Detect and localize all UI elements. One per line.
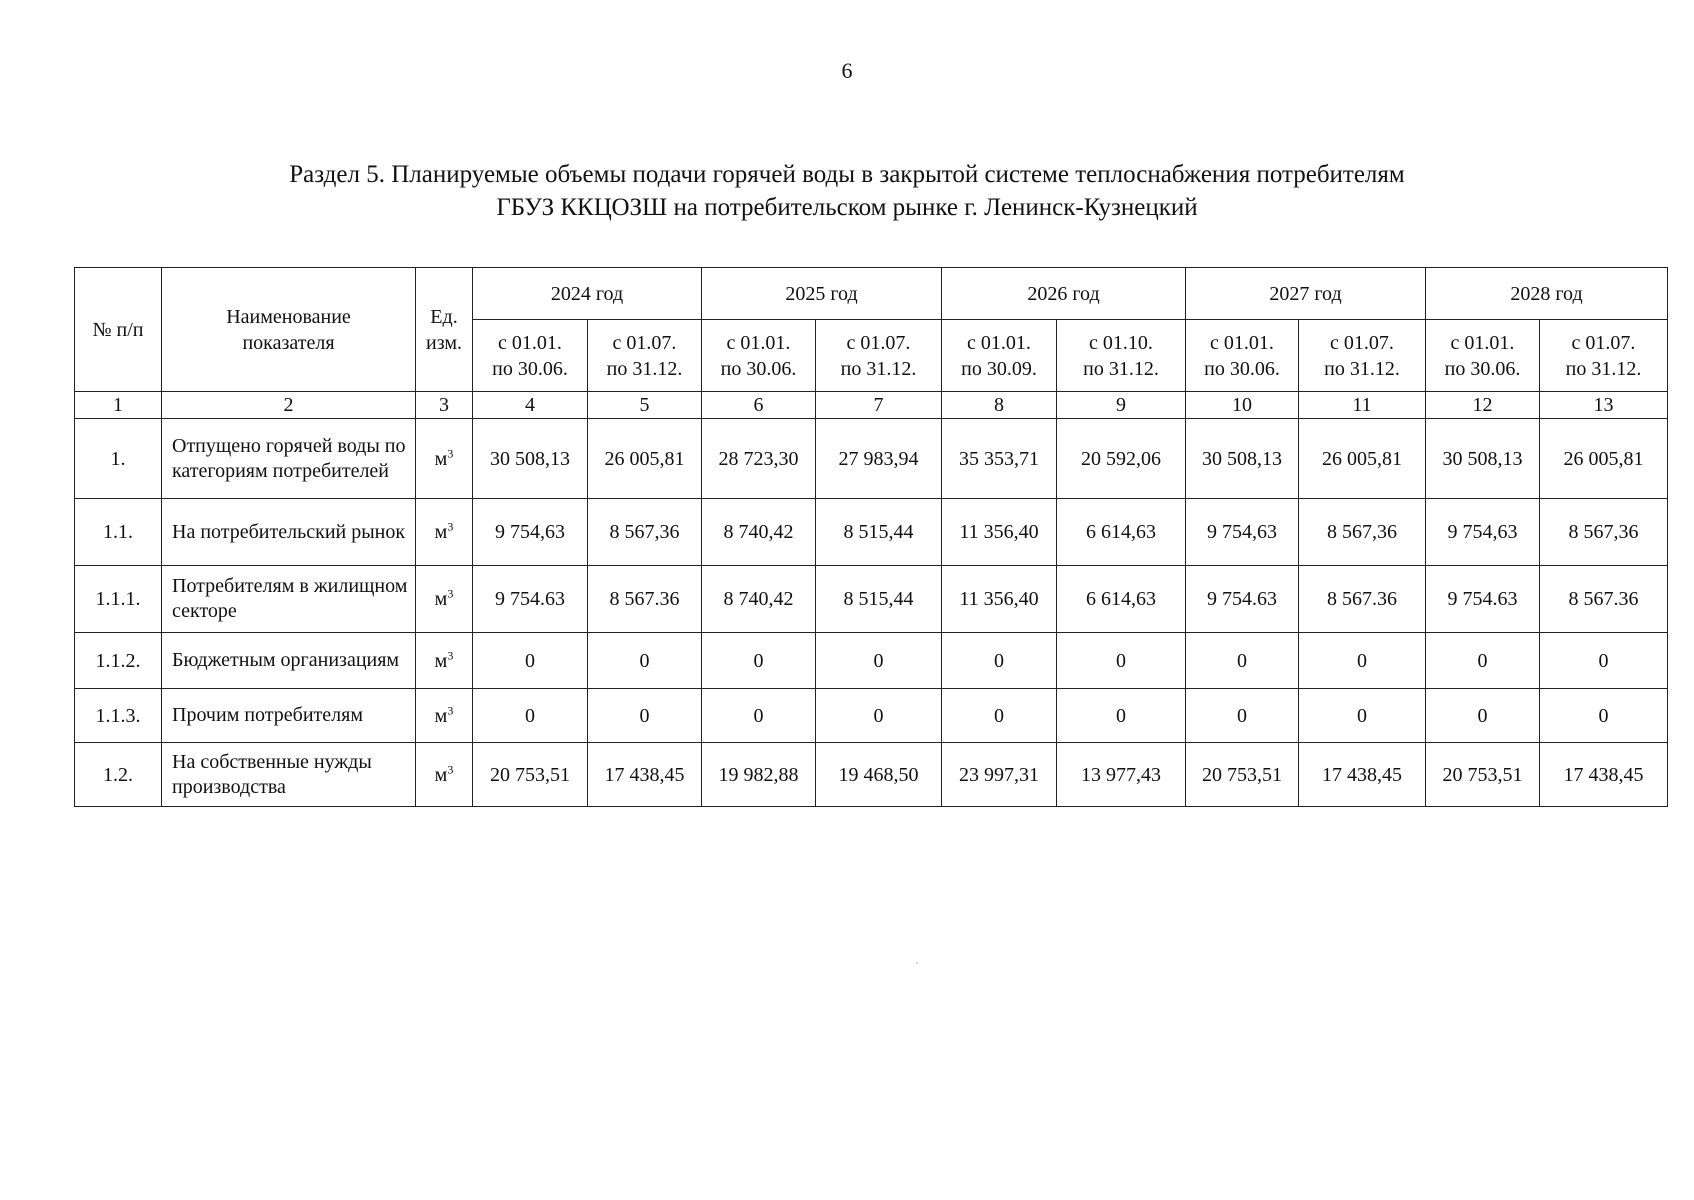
table-cell-value: 9 754,63: [1186, 499, 1299, 566]
table-cell-value: 27 983,94: [816, 419, 942, 499]
table-cell-value: 0: [816, 633, 942, 689]
table-cell-value: 17 438,45: [588, 743, 702, 807]
row-indicator-name: Прочим потребителям: [162, 689, 416, 743]
table-cell-value: 8 567.36: [1540, 566, 1668, 633]
table-cell-value: 30 508,13: [473, 419, 588, 499]
table-row: [75, 499, 1668, 566]
table-cell-value: 26 005,81: [1540, 419, 1668, 499]
header-unit-line-1: Ед.: [430, 305, 458, 328]
table-cell-value: 0: [1540, 633, 1668, 689]
period-to: по 31.12.: [1324, 357, 1400, 380]
table-cell-value: 8 515,44: [816, 499, 942, 566]
period-from: с 01.07.: [1330, 331, 1394, 354]
header-period: [942, 320, 1057, 392]
table-cell-value: 0: [942, 689, 1057, 743]
row-unit: [416, 633, 473, 689]
period-to: по 31.12.: [1083, 357, 1159, 380]
header-period: [588, 320, 702, 392]
scan-speck: [916, 962, 918, 964]
period-from: с 01.10.: [1089, 331, 1153, 354]
header-year-2024: 2024 год: [473, 268, 702, 320]
table-cell-value: 35 353,71: [942, 419, 1057, 499]
row-number: 1.1.1.: [75, 566, 162, 633]
table-cell-value: 28 723,30: [702, 419, 816, 499]
table-cell-value: 8 515,44: [816, 566, 942, 633]
unit-exponent: 3: [447, 445, 454, 460]
header-year-2025: 2025 год: [702, 268, 942, 320]
header-name: Наименование показателя: [162, 268, 416, 392]
header-num: № п/п: [75, 268, 162, 392]
unit-exponent: 3: [447, 647, 454, 662]
section-title-line-1: Раздел 5. Планируемые объемы подачи горячей воды в закрытой системе теплоснабжения потребителям: [289, 161, 1405, 188]
table-cell-value: 8 567.36: [588, 566, 702, 633]
column-number: 7: [816, 392, 942, 419]
row-number: 1.: [75, 419, 162, 499]
hot-water-volumes-table: [74, 267, 1668, 807]
period-to: по 31.12.: [606, 357, 683, 380]
table-cell-value: 0: [1186, 689, 1299, 743]
table-cell-value: 8 567,36: [588, 499, 702, 566]
header-period: [1186, 320, 1299, 392]
period-from: с 01.01.: [498, 331, 562, 354]
unit-exponent: 3: [447, 586, 454, 601]
table-cell-value: 6 614,63: [1057, 566, 1186, 633]
table-cell-value: 26 005,81: [588, 419, 702, 499]
table-cell-value: 8 567,36: [1299, 499, 1426, 566]
header-row-column-numbers: [75, 392, 1668, 419]
table-cell-value: 6 614,63: [1057, 499, 1186, 566]
period-to: по 30.06.: [720, 357, 797, 380]
unit-exponent: 3: [447, 702, 454, 717]
table-cell-value: 0: [588, 689, 702, 743]
table-cell-value: 8 567.36: [1299, 566, 1426, 633]
row-number: 1.1.3.: [75, 689, 162, 743]
row-number: 1.1.2.: [75, 633, 162, 689]
row-unit: [416, 566, 473, 633]
section-title: [0, 158, 1694, 224]
period-to: по 30.06.: [1444, 357, 1521, 380]
table-cell-value: 9 754,63: [473, 499, 588, 566]
table-cell-value: 0: [588, 633, 702, 689]
table-cell-value: 0: [1299, 633, 1426, 689]
period-to: по 31.12.: [840, 357, 917, 380]
header-period: [1299, 320, 1426, 392]
page-number: 6: [841, 58, 853, 83]
table-row: [75, 689, 1668, 743]
table-cell-value: 0: [1540, 689, 1668, 743]
table-cell-value: 23 997,31: [942, 743, 1057, 807]
table-row: [75, 419, 1668, 499]
table-cell-value: 8 740,42: [702, 566, 816, 633]
table-cell-value: 0: [942, 633, 1057, 689]
header-year-2027: 2027 год: [1186, 268, 1426, 320]
row-unit: [416, 743, 473, 807]
table-cell-value: 17 438,45: [1540, 743, 1668, 807]
table-cell-value: 19 982,88: [702, 743, 816, 807]
row-indicator-name: Потребителям в жилищном секторе: [162, 566, 416, 633]
table-cell-value: 13 977,43: [1057, 743, 1186, 807]
column-number: 1: [75, 392, 162, 419]
table-cell-value: 0: [1426, 633, 1540, 689]
column-number: 13: [1540, 392, 1668, 419]
row-indicator-name: Отпущено горячей воды по категориям потребителей: [162, 419, 416, 499]
header-period: [1540, 320, 1668, 392]
header-period: [1426, 320, 1540, 392]
row-unit: [416, 689, 473, 743]
period-from: с 01.07.: [846, 331, 911, 354]
row-indicator-name: На собственные нужды производства: [162, 743, 416, 807]
period-to: по 30.09.: [961, 357, 1037, 380]
period-from: с 01.07.: [1571, 331, 1636, 354]
unit-base: м: [434, 521, 448, 543]
table-cell-value: 9 754.63: [473, 566, 588, 633]
table-cell-value: 8 740,42: [702, 499, 816, 566]
table-cell-value: 0: [1426, 689, 1540, 743]
table-cell-value: 0: [1057, 689, 1186, 743]
period-to: по 31.12.: [1565, 357, 1642, 380]
column-number: 9: [1057, 392, 1186, 419]
header-unit: [416, 268, 473, 392]
unit-exponent: 3: [447, 761, 454, 776]
period-to: по 30.06.: [492, 357, 568, 380]
section-title-line-2: ГБУЗ ККЦОЗШ на потребительском рынке г. Ленинск-Кузнецкий: [496, 194, 1198, 221]
table-cell-value: 0: [816, 689, 942, 743]
table-cell-value: 30 508,13: [1186, 419, 1299, 499]
table-cell-value: 17 438,45: [1299, 743, 1426, 807]
table-row: [75, 633, 1668, 689]
table-row: [75, 566, 1668, 633]
row-number: 1.2.: [75, 743, 162, 807]
table-cell-value: 0: [1186, 633, 1299, 689]
header-period: [1057, 320, 1186, 392]
column-number: 4: [473, 392, 588, 419]
column-number: 10: [1186, 392, 1299, 419]
table-cell-value: 8 567,36: [1540, 499, 1668, 566]
table-cell-value: 0: [1057, 633, 1186, 689]
unit-exponent: 3: [447, 519, 454, 534]
period-from: с 01.01.: [726, 331, 791, 354]
table-cell-value: 20 753,51: [1186, 743, 1299, 807]
header-unit-line-2: изм.: [426, 331, 462, 354]
table-cell-value: 0: [702, 689, 816, 743]
header-year-2026: 2026 год: [942, 268, 1186, 320]
table-cell-value: 9 754.63: [1426, 566, 1540, 633]
table-cell-value: 11 356,40: [942, 566, 1057, 633]
table-cell-value: 0: [473, 633, 588, 689]
unit-base: м: [434, 447, 448, 470]
column-number: 6: [702, 392, 816, 419]
table-cell-value: 20 753,51: [1426, 743, 1540, 807]
header-period: [702, 320, 816, 392]
table-cell-value: 26 005,81: [1299, 419, 1426, 499]
row-unit: [416, 419, 473, 499]
table-cell-value: 20 592,06: [1057, 419, 1186, 499]
header-year-2028: 2028 год: [1426, 268, 1668, 320]
period-from: с 01.01.: [1210, 331, 1274, 354]
table-cell-value: 9 754.63: [1186, 566, 1299, 633]
unit-base: м: [434, 588, 448, 610]
period-from: с 01.01.: [967, 331, 1031, 354]
row-number: 1.1.: [75, 499, 162, 566]
unit-base: м: [434, 704, 448, 727]
unit-base: м: [434, 763, 448, 786]
header-period: [816, 320, 942, 392]
column-number: 8: [942, 392, 1057, 419]
header-row-years: [75, 268, 1668, 320]
column-number: 11: [1299, 392, 1426, 419]
table-row: [75, 743, 1668, 807]
column-number: 5: [588, 392, 702, 419]
table-cell-value: 30 508,13: [1426, 419, 1540, 499]
row-indicator-name: На потребительский рынок: [162, 499, 416, 566]
column-number: 2: [162, 392, 416, 419]
table-cell-value: 0: [473, 689, 588, 743]
table-cell-value: 9 754,63: [1426, 499, 1540, 566]
period-from: с 01.07.: [612, 331, 677, 354]
table-cell-value: 0: [702, 633, 816, 689]
row-indicator-name: Бюджетным организациям: [162, 633, 416, 689]
period-from: с 01.01.: [1450, 331, 1515, 354]
unit-base: м: [434, 649, 448, 672]
column-number: 3: [416, 392, 473, 419]
column-number: 12: [1426, 392, 1540, 419]
period-to: по 30.06.: [1204, 357, 1280, 380]
table-cell-value: 20 753,51: [473, 743, 588, 807]
table-cell-value: 11 356,40: [942, 499, 1057, 566]
table-body: [75, 419, 1668, 807]
row-unit: [416, 499, 473, 566]
table-cell-value: 0: [1299, 689, 1426, 743]
table-header: [75, 268, 1668, 419]
table-cell-value: 19 468,50: [816, 743, 942, 807]
header-period: [473, 320, 588, 392]
